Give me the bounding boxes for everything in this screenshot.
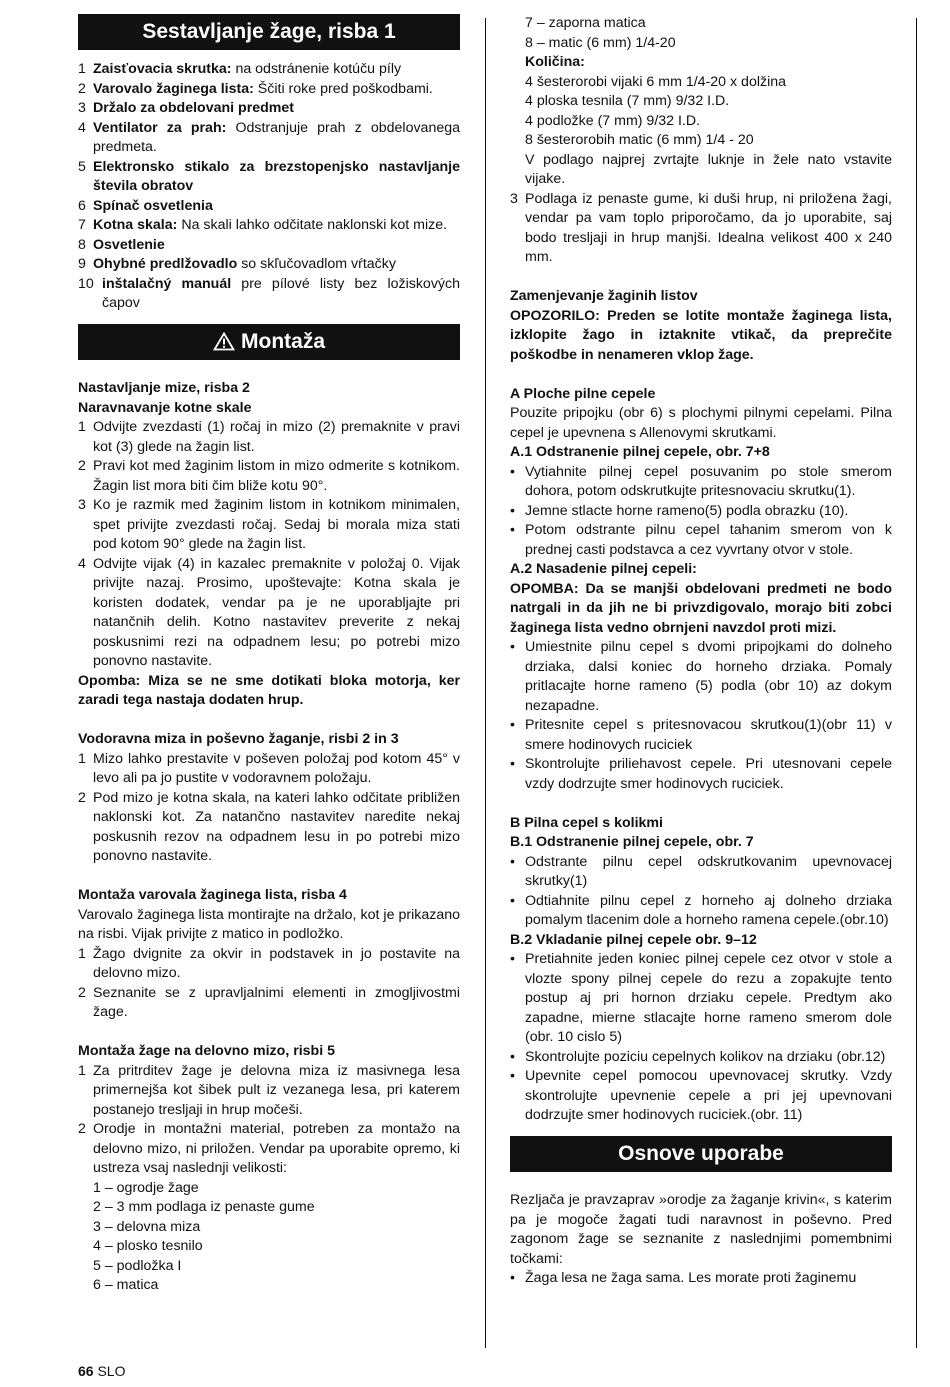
list-line: 4 podložke (7 mm) 9/32 I.D. — [525, 112, 701, 129]
item-description: na odstránenie kotúču píly — [231, 61, 402, 77]
item-number: 1 — [78, 750, 86, 767]
item-number: 2 — [78, 1121, 86, 1137]
item-text: Pretiahnite jeden koniec pilnej cepele cez otvor v stole a vlozte spony pilnej cepele do rezu a zopakujte tento postup aj pri hornon drziaku cepele. Predtym ako zapadne, mierne stlacajte horne rameno smerom dole (obr. 10 cislo 5) — [525, 951, 892, 1045]
item-description: Ščiti roke pred poškodbami. — [253, 80, 433, 97]
list-line: 2 – 3 mm podlaga iz penaste gume — [93, 1199, 315, 1215]
section-title-horizontal-table: Vodoravna miza in poševno žaganje, risbi 2 in 3 — [78, 731, 399, 747]
bullet-icon: • — [510, 639, 515, 655]
section-title-b1: B.1 Odstranenie pilnej cepele, obr. 7 — [510, 834, 754, 850]
item-text: Pritesnite cepel s pritesnovacou skrutkou(1)(obr 11) v smere hodinovych ruciciek — [525, 717, 892, 753]
item-text: Jemne stlacte horne rameno(5) podla obrazku (10). — [525, 502, 849, 519]
bullet-item — [510, 1067, 892, 1126]
bullet-icon: • — [510, 853, 515, 870]
bullet-item — [510, 950, 892, 1048]
right-column — [510, 14, 892, 1289]
item-text: Podlaga iz penaste gume, ki duši hrup, ni priložena žagi, vendar pa vam toplo priporočamo, da jo uporabite, saj bodo tresljaji in hrup manjši. Idealna velikost 400 x 240 mm. — [525, 190, 892, 265]
item-text: Skontrolujte poziciu cepelnych kolikov na drziaku (obr.12) — [525, 1048, 886, 1065]
b2-steps — [510, 950, 892, 1126]
quantity-list — [510, 73, 892, 151]
blade-guard-steps — [78, 945, 460, 1023]
page-edge-rule — [916, 18, 917, 1348]
item-term: Kotna skala: — [93, 217, 178, 233]
list-item — [78, 197, 460, 217]
bullet-item — [510, 463, 892, 502]
language-code: SLO — [97, 1363, 126, 1379]
item-term: Ventilator za prah: — [93, 119, 227, 136]
table-adjust-steps — [78, 418, 460, 672]
list-item — [78, 275, 460, 314]
item-text: Vytiahnite pilnej cepel posuvanim po stole smerom dohora, potom odskrutkujte pritesnovaciu skrutku(1). — [525, 463, 892, 499]
section-title-workbench-mount: Montaža žage na delovno mizo, risbi 5 — [78, 1043, 335, 1059]
item-description: Na skali lahko odčitate naklonski kot mize. — [177, 217, 448, 233]
item-term: Varovalo žaginega lista: — [93, 80, 254, 97]
section-title-flat-blades: A Ploche pilne cepele — [510, 385, 656, 402]
item-text: Potom odstrante pilnu cepel tahanim smerom von k prednej casti podstavca a cez vyvrtany otvor v stole. — [525, 522, 892, 558]
list-item — [78, 555, 460, 672]
list-line: 6 – matica — [93, 1277, 159, 1293]
item-text: Seznanite se z upravljalnimi elementi in zmogljivostmi žage. — [93, 984, 460, 1020]
item-term: inštalačný manuál — [102, 275, 232, 292]
heading-montaza-text: Montaža — [241, 329, 325, 353]
item-text: Pravi kot med žaginim listom in mizo odmerite s kotnikom. Žagin list mora biti čim bliže kotu 90°. — [93, 458, 460, 494]
bullet-icon: • — [510, 1068, 515, 1084]
item-number: 1 — [78, 61, 86, 77]
horizontal-table-steps — [78, 750, 460, 867]
item-number: 1 — [78, 945, 86, 962]
bullet-icon: • — [510, 463, 515, 480]
item-term: Ohybné predlžovadlo — [93, 256, 238, 272]
item-term: Spínač osvetlenia — [93, 197, 213, 214]
item-number: 3 — [78, 100, 86, 116]
list-item — [78, 984, 460, 1023]
item-number: 2 — [78, 984, 86, 1001]
list-item — [78, 99, 460, 119]
item-text — [102, 275, 460, 314]
list-item — [78, 418, 460, 457]
flat-blades-paragraph: Pouzite pripojku (obr 6) s plochymi pilnymi cepelami. Pilna cepel je upevnena s Allenovymi skrutkami. — [510, 405, 892, 441]
list-line: 4 ploska tesnila (7 mm) 9/32 I.D. — [525, 93, 730, 109]
basics-paragraph: Rezljača je pravzaprav »orodje za žaganje krivin«, s katerim pa je mogoče žagati tudi naravnost in poševno. Pred zagonom žage se seznanite z naslednjimi pomembnimi točkami: — [510, 1192, 892, 1267]
bullet-icon: • — [510, 951, 515, 967]
bullet-item — [510, 853, 892, 892]
item-text: Odvijte zvezdasti (1) ročaj in mizo (2) premaknite v pravi kot (3) glede na žagin list. — [93, 419, 460, 455]
bullet-icon: • — [510, 502, 515, 519]
item-term: Elektronsko stikalo za brezstopenjsko nastavljanje števila obratov — [93, 158, 460, 194]
list-item — [78, 80, 460, 100]
item-number: 8 — [78, 236, 86, 253]
parts-list — [78, 60, 460, 314]
item-description: Odstranjuje prah z obdelovanega predmeta. — [93, 119, 460, 155]
list-item — [78, 158, 460, 197]
warning-paragraph: OPOZORILO: Preden se lotite montaže žaginega lista, izklopite žago in iztaknite vtikač, da preprečite poškodbe in nenameren vklop žage. — [510, 307, 892, 363]
bullet-icon: • — [510, 1270, 515, 1286]
item-text: Za pritrditev žage je delovna miza iz masivnega lesa primernejša kot šibek pult iz vezanega lesa, pri katerem postanejo tresljaji in hrup močeši. — [93, 1062, 460, 1118]
list-item — [78, 60, 460, 80]
bullet-item — [510, 1269, 892, 1289]
item-text: Odtiahnite pilnu cepel z horneho aj dolneho drziaka pomalym tlacenim dole a horneho ramena cepele.(obr.10) — [525, 892, 892, 928]
list-line: 4 – plosko tesnilo — [93, 1238, 203, 1254]
note-motor-block: Opomba: Miza se ne sme dotikati bloka motorja, ker zaradi tega nastaja dodaten hrup. — [78, 672, 460, 708]
left-column — [78, 14, 460, 1296]
item-text: Mizo lahko prestavite v poševen položaj pod kotom 45° v levo ali pa jo pustite v vodoravnem položaju. — [93, 750, 460, 786]
quantity-paragraph: V podlago najprej zvrtajte luknje in žele nato vstavite vijake. — [525, 151, 892, 187]
heading-montaza — [78, 324, 460, 360]
list-line: 1 – ogrodje žage — [93, 1179, 199, 1196]
section-title-b2: B.2 Vkladanie pilnej cepele obr. 9–12 — [510, 931, 757, 948]
item-text — [93, 216, 460, 236]
list-line: 8 – matic (6 mm) 1/4-20 — [525, 34, 676, 51]
bullet-icon: • — [510, 892, 515, 909]
item-text — [93, 60, 460, 80]
section-title-a1: A.1 Odstranenie pilnej cepele, obr. 7+8 — [510, 444, 770, 460]
bullet-item — [510, 502, 892, 522]
item-number: 4 — [78, 119, 86, 136]
list-item — [78, 216, 460, 236]
blade-guard-paragraph: Varovalo žaginega lista montirajte na držalo, kot je prikazano na risbi. Vijak privijte z matico in podložko. — [78, 906, 460, 942]
list-item — [510, 190, 892, 268]
section-subtitle-angle-scale: Naravnavanje kotne skale — [78, 399, 252, 416]
item-description: pre pílové listy bez ložiskových čapov — [102, 275, 460, 311]
section-title-pin-blades: B Pilna cepel s kolikmi — [510, 814, 663, 831]
bullet-item — [510, 521, 892, 560]
a2-steps — [510, 638, 892, 794]
list-line: 7 – zaporna matica — [525, 15, 646, 31]
item-term: Osvetlenie — [93, 236, 165, 253]
item-text: Orodje in montažni material, potreben za montažo na delovno mizo, ni priložen. Vendar pa uporabite opremo, ki ustreza vsaj naslednji velikosti: — [93, 1121, 460, 1176]
item-text: Žago dvignite za okvir in podstavek in jo postavite na delovno mizo. — [93, 945, 460, 981]
item-number: 3 — [510, 190, 518, 207]
bullet-icon: • — [510, 1048, 515, 1065]
item-text — [93, 255, 460, 275]
list-item — [78, 236, 460, 256]
item-text: Žaga lesa ne žaga sama. Les morate proti žaginemu — [525, 1270, 857, 1286]
list-item — [78, 496, 460, 555]
list-line: 3 – delovna miza — [93, 1218, 201, 1235]
item-text — [93, 158, 460, 197]
item-number: 5 — [78, 158, 86, 175]
bullet-item — [510, 755, 892, 794]
bullet-item — [510, 638, 892, 716]
mounting-parts-continued — [510, 14, 892, 53]
item-text — [93, 197, 460, 217]
list-line: 8 šesterorobih matic (6 mm) 1/4 - 20 — [525, 132, 754, 148]
item-number: 2 — [78, 458, 86, 474]
list-item — [78, 945, 460, 984]
list-item — [78, 1062, 460, 1121]
list-item — [78, 1120, 460, 1179]
item-text: Odstrante pilnu cepel odskrutkovanim upevnovacej skrutky(1) — [525, 853, 892, 889]
workbench-mount-steps — [78, 1062, 460, 1179]
item-text: Pod mizo je kotna skala, na kateri lahko odčitate približen naklonski kot. Za natančno nastavitev naredite nekaj poskusnih rezov na odpadnem lesu in po potrebi mizo ponovno nastavite. — [93, 789, 460, 864]
section-title-a2: A.2 Nasadenie pilnej cepeli: — [510, 561, 697, 577]
list-item — [78, 119, 460, 158]
item-number: 9 — [78, 256, 86, 272]
item-text: Upevnite cepel pomocou upevnovacej skrutky. Vzdy skontrolujte upevnenie cepele a pri jej upevnovani dodrzujte smer hodinovych ruciciek.(obr. 11) — [525, 1068, 892, 1123]
page-footer — [78, 1362, 125, 1382]
item-number: 2 — [78, 80, 86, 97]
bullet-item — [510, 892, 892, 931]
item-number: 3 — [78, 497, 86, 513]
item-text — [93, 80, 460, 100]
item-number: 6 — [78, 197, 86, 214]
item-text: Odvijte vijak (4) in kazalec premaknite v položaj 0. Vijak privijte nazaj. Prosimo, upoštevajte: Kotna skala je koristen dodatek, vendar pa je ne uporabljajte pri natančnih delih. Kotno nastavitev preverite z nekaj poskusnimi rezi na odpadnem lesu; po potrebi mizo ponovno nastavite. — [93, 555, 460, 669]
item-number: 7 — [78, 217, 86, 233]
list-item — [78, 789, 460, 867]
bullet-icon: • — [510, 756, 515, 772]
list-item — [78, 750, 460, 789]
section-title-blade-guard: Montaža varovala žaginega lista, risba 4 — [78, 887, 347, 903]
list-item — [78, 255, 460, 275]
warning-triangle-icon — [213, 327, 235, 363]
item-number: 10 — [78, 275, 94, 292]
item-number: 4 — [78, 555, 86, 572]
item-number: 1 — [78, 1062, 86, 1079]
item-text: Ko je razmik med žaginim listom in kotnikom minimalen, spet privijte zvezdasti ročaj. Sedaj bi morala miza stati pod kotom 90° glede na žagin list. — [93, 497, 460, 552]
item-text — [93, 99, 460, 119]
list-item — [78, 457, 460, 496]
section-title-table-adjust: Nastavljanje mize, risba 2 — [78, 380, 250, 396]
heading-basics: Osnove uporabe — [510, 1136, 892, 1172]
mounting-parts-list — [78, 1179, 460, 1296]
item-description: so skľučovadlom vŕtačky — [237, 256, 396, 272]
b1-steps — [510, 853, 892, 931]
basics-list — [510, 1269, 892, 1289]
bullet-item — [510, 1048, 892, 1068]
bullet-icon: • — [510, 522, 515, 538]
item-number: 1 — [78, 419, 86, 435]
list-line: 5 – podložka I — [93, 1257, 182, 1274]
item-text: Skontrolujte priliehavost cepele. Pri utesnovani cepele vzdy dodrzujte smer hodinovych ruciciek. — [525, 756, 892, 792]
item-text — [93, 119, 460, 158]
note-teeth-direction: OPOMBA: Da se manjši obdelovani predmeti ne bodo natrgali in da jih ne bi privzdigovalo, morajo biti zobci žaginega lista vedno obrnjeni navzdol proti mizi. — [510, 580, 892, 636]
list-line: 4 šesterorobi vijaki 6 mm 1/4-20 x dolžina — [525, 73, 787, 90]
item-text — [93, 236, 460, 256]
item-term: Zaisťovacia skrutka: — [93, 61, 232, 77]
section-title-blade-change: Zamenjevanje žaginih listov — [510, 288, 698, 304]
page-number: 66 — [78, 1363, 94, 1379]
item-term: Držalo za obdelovani predmet — [93, 100, 295, 116]
bullet-icon: • — [510, 717, 515, 733]
quantity-title: Količina: — [525, 54, 585, 70]
column-divider — [485, 18, 486, 1348]
a1-steps — [510, 463, 892, 561]
item-number: 2 — [78, 789, 86, 806]
item-text: Umiestnite pilnu cepel s dvomi pripojkami do dolneho drziaka, dalsi koniec do horneho drziaka. Pomaly pritlacajte horne rameno (5) podla (obr 10) az dokym nezapadne. — [525, 639, 892, 714]
heading-assembly-fig1: Sestavljanje žage, risba 1 — [78, 14, 460, 50]
bullet-item — [510, 716, 892, 755]
